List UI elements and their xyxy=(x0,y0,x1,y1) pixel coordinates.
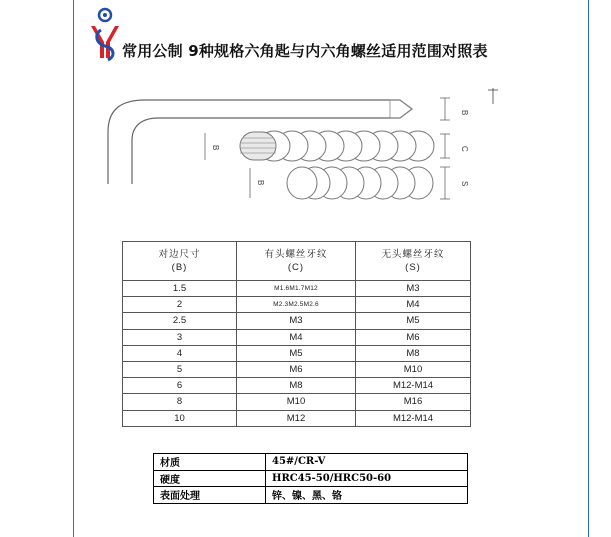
header-c: 有头螺丝牙纹 (C) xyxy=(237,242,356,281)
cell-b: 4 xyxy=(123,345,237,361)
spec-table-header-row xyxy=(123,242,471,281)
cell-c: M3 xyxy=(237,313,356,329)
table-row xyxy=(123,410,471,426)
table-row xyxy=(123,313,471,329)
table-row xyxy=(123,281,471,297)
cell-s: M12-M14 xyxy=(356,410,471,426)
table-row xyxy=(154,454,468,471)
table-row xyxy=(123,345,471,361)
property-value: 锌、镍、黑、铬 xyxy=(266,487,468,504)
property-key: 表面处理 xyxy=(154,487,266,504)
cell-b: 6 xyxy=(123,378,237,394)
cell-s: M8 xyxy=(356,345,471,361)
cell-b: 2 xyxy=(123,297,237,313)
dim-label-b-middle: B xyxy=(211,145,220,151)
dim-label-c: C xyxy=(460,146,469,152)
table-row xyxy=(123,361,471,377)
company-logo xyxy=(88,6,122,64)
table-row xyxy=(123,297,471,313)
cell-c: M5 xyxy=(237,345,356,361)
cell-b: 8 xyxy=(123,394,237,410)
cell-b: 5 xyxy=(123,361,237,377)
table-row xyxy=(154,487,468,504)
dim-label-b-top: B xyxy=(460,110,469,116)
cell-c: M8 xyxy=(237,378,356,394)
cell-c: M6 xyxy=(237,361,356,377)
spec-table xyxy=(122,241,471,427)
hex-key-diagram xyxy=(100,88,510,210)
dim-label-b-bottom: B xyxy=(256,180,265,186)
header-b: 对边尺寸 (B) xyxy=(123,242,237,281)
cell-b: 1.5 xyxy=(123,281,237,297)
cell-c: M1.6M1.7M12 xyxy=(237,281,356,297)
page-title: 常用公制 9种规格六角匙与内六角螺丝适用范围对照表 xyxy=(122,42,488,60)
property-key: 材质 xyxy=(154,454,266,471)
table-row xyxy=(123,378,471,394)
cell-c: M2.3M2.5M2.6 xyxy=(237,297,356,313)
cell-c: M4 xyxy=(237,329,356,345)
property-key: 硬度 xyxy=(154,470,266,487)
header-s: 无头螺丝牙纹 (S) xyxy=(356,242,471,281)
property-value: HRC45-50/HRC50-60 xyxy=(266,470,468,487)
table-row xyxy=(123,394,471,410)
cell-s: M3 xyxy=(356,281,471,297)
dim-label-s: S xyxy=(460,181,469,187)
cell-b: 10 xyxy=(123,410,237,426)
cell-s: M10 xyxy=(356,361,471,377)
cell-s: M5 xyxy=(356,313,471,329)
left-border-line xyxy=(73,0,74,537)
right-border-line xyxy=(588,0,589,537)
cell-c: M10 xyxy=(237,394,356,410)
cell-c: M12 xyxy=(237,410,356,426)
table-row xyxy=(123,329,471,345)
cell-s: M16 xyxy=(356,394,471,410)
cell-b: 3 xyxy=(123,329,237,345)
table-row xyxy=(154,470,468,487)
cell-s: M12-M14 xyxy=(356,378,471,394)
cell-s: M4 xyxy=(356,297,471,313)
cell-s: M6 xyxy=(356,329,471,345)
property-value: 45#/CR-V xyxy=(266,454,468,471)
cell-b: 2.5 xyxy=(123,313,237,329)
properties-table xyxy=(153,453,468,504)
